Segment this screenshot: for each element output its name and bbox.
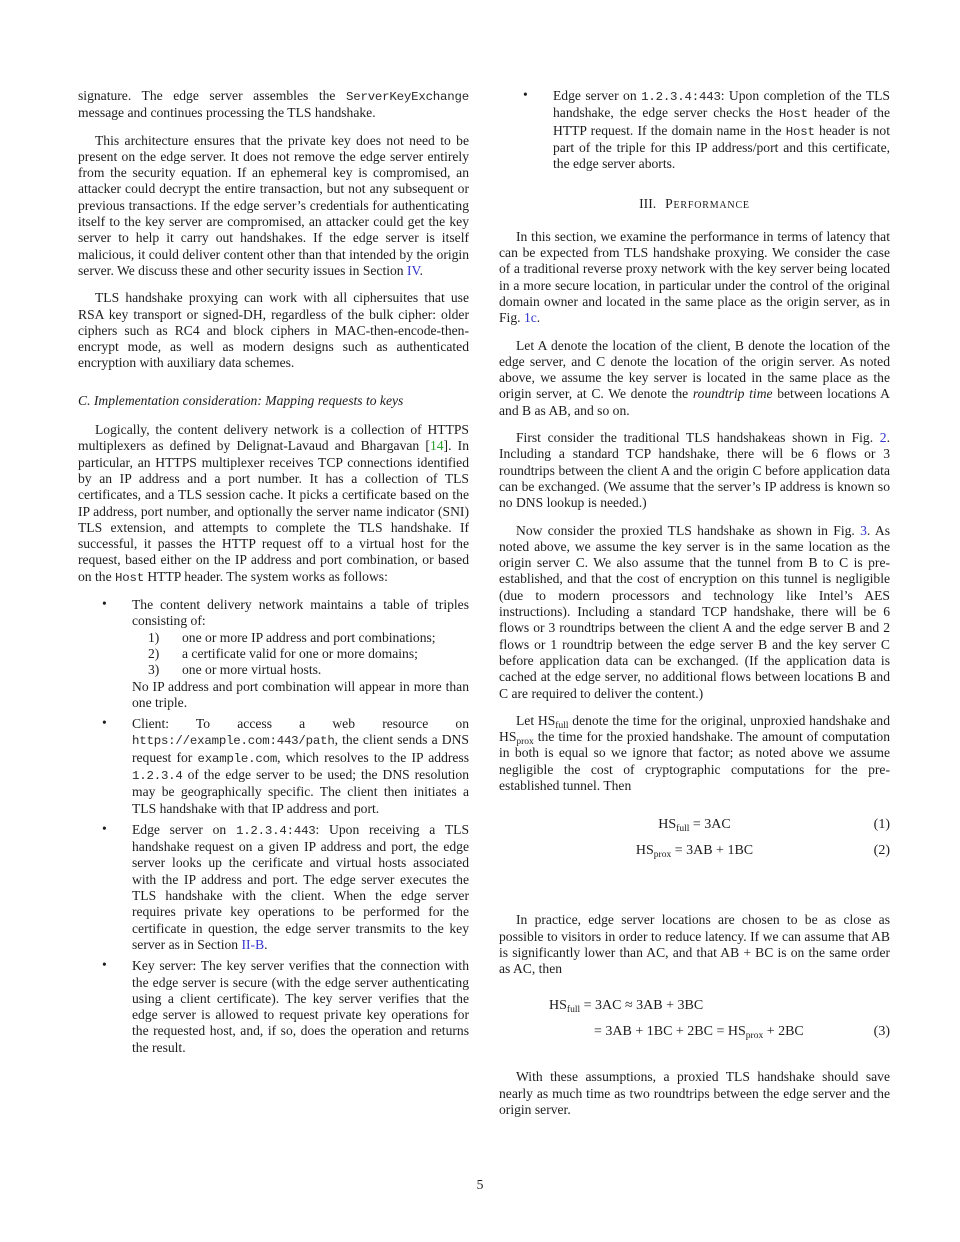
bullet-text	[553, 88, 890, 172]
paragraph	[499, 912, 890, 977]
paragraph	[499, 713, 890, 794]
text-segment: full	[566, 1005, 581, 1016]
text-segment: .	[264, 936, 268, 952]
text-segment: Let A denote the location of the client, B denote the location of the edge server, and C denote the location of the origin server. As noted above, we assume the key server is located in the same place as the origin server, at C. We denote the	[499, 337, 890, 402]
text-segment: = 3AB + 1BC	[671, 843, 754, 859]
bullet-text	[132, 822, 469, 953]
text-segment: The content delivery network maintains a table of triples consisting of:	[132, 597, 469, 629]
text-segment: HS	[658, 817, 677, 833]
equation-block	[499, 993, 890, 1045]
equation-block	[499, 812, 890, 864]
internal-ref-link[interactable]: IV	[407, 262, 420, 278]
text-segment: Client: To access a web resource on	[132, 716, 469, 732]
section-number: III.	[639, 196, 657, 212]
section-title: Performance	[665, 196, 750, 212]
paragraph	[78, 88, 469, 122]
bullet-continuation	[132, 679, 469, 712]
numbered-list-item	[132, 662, 469, 678]
text-segment: roundtrip time	[692, 386, 773, 402]
text-segment: Logically, the content delivery network is a collection of HTTPS multiplexers as defined by Delignat-Lavaud and Bhargavan [	[78, 422, 469, 454]
text-segment: TLS handshake proxying can work with all ciphersuites that use RSA key transport or signed-DH, regardless of the bulk cipher: older ciphers such as RC4 and block ciphers in MAC-then-encode-then-encrypt mode, as well as modern designs such as authenticated encryption with auxiliary data schemes.	[78, 290, 469, 371]
section-heading	[499, 196, 890, 212]
paragraph	[499, 430, 890, 511]
text-segment: With these assumptions, a proxied TLS handshake should save nearly as much time as two roundtrips between the edge server and the origin server.	[499, 1069, 890, 1118]
bullet-icon: •	[102, 820, 107, 836]
text-segment: denote the time for the original, unproxied handshake and HS	[499, 712, 890, 745]
bullet-list-item	[78, 716, 469, 817]
text-segment: prox	[653, 850, 672, 861]
text-segment: a certificate valid for one or more domains;	[182, 645, 418, 661]
text-segment: . Including a standard TCP handshake, there will be 6 flows or 3 roundtrips between the client A and the origin C before application data can be exchanged. (We assume that the server’s IP address is known so no DNS lookup is needed.)	[499, 430, 890, 511]
bullet-text	[132, 716, 469, 817]
text-segment: + 2BC	[763, 1024, 804, 1040]
text-segment: .	[419, 262, 423, 278]
left-column	[78, 88, 469, 1061]
text-segment: prox	[745, 1031, 764, 1042]
text-segment: Host	[785, 124, 815, 139]
text-segment: Edge server on	[553, 88, 642, 103]
text-segment: HS	[549, 998, 567, 1014]
numbered-list-item	[132, 646, 469, 662]
text-segment: First consider the traditional TLS handshakeas shown in Fig.	[516, 430, 880, 446]
text-segment: message and continues processing the TLS handshake.	[78, 105, 376, 121]
numbered-list-item	[132, 630, 469, 646]
paragraph	[499, 1069, 890, 1118]
text-segment: 1.2.3.4	[132, 768, 183, 783]
internal-ref-link[interactable]: II-B	[241, 936, 265, 952]
bullet-icon: •	[102, 596, 107, 612]
text-segment: , which resolves to the IP address	[277, 749, 470, 765]
numbered-list-label: 3)	[148, 662, 160, 678]
numbered-list-label: 1)	[148, 629, 160, 645]
bullet-list-item	[499, 88, 890, 172]
bullet-icon: •	[523, 87, 528, 102]
text-segment: HTTP header. The system works as follows:	[143, 568, 388, 584]
text-segment: one or more virtual hosts.	[182, 662, 322, 678]
text-segment: example.com	[197, 751, 278, 766]
internal-ref-link[interactable]: 3	[860, 522, 867, 538]
text-segment: = 3AC ≈ 3AB + 3BC	[580, 998, 704, 1014]
text-segment: Now consider the proxied TLS handshake as shown in Fig.	[516, 522, 861, 538]
text-segment: full	[676, 824, 690, 835]
bullet-list-item	[78, 822, 469, 953]
page-number: 5	[476, 1177, 484, 1192]
paragraph	[499, 338, 890, 419]
bullet-list-item	[78, 958, 469, 1056]
text-segment: = 3AB + 1BC + 2BC = HS	[594, 1024, 746, 1040]
right-column	[499, 88, 890, 1129]
text-segment: HS	[635, 843, 654, 859]
text-segment: . As noted above, we assume the key server is in the same location as the origin server C. We also assume that the tunnel from B to C is pre-established, and that the cost of encryption on this tunnel is negligible (due to modern processors and technology like Intel’s AES instructions). Including a standard TCP handshake, there will be 6 flows or 3 roundtrips between the client A and the edge server B and 2 flows or 1 roundtrip between the edge server B and the key server C before application data can be exchanged. (If the application data is cached at the edge server, no additional flows between locations B and C are required to deliver the content.)	[499, 522, 891, 701]
equation-row	[499, 993, 890, 1019]
equation-tag: (1)	[873, 817, 890, 833]
text-segment: prox	[516, 737, 534, 748]
equation-row	[499, 812, 890, 838]
text-segment: ServerKeyExchange	[345, 90, 469, 104]
text-segment: : Upon completion of the TLS handshake, the edge server checks the	[553, 88, 890, 121]
bullet-text	[132, 958, 469, 1056]
text-segment: , the client sends a DNS request for	[132, 732, 469, 765]
internal-ref-link[interactable]: 2	[879, 430, 887, 446]
text-segment: In this section, we examine the performance in terms of latency that can be expected from TLS handshake proxying. We consider the case of a traditional reverse proxy network with the key server being located in a more secure location, in particular under the control of the original domain owner and located in the same place as the origin server, as in Fig.	[499, 228, 890, 326]
text-segment: This architecture ensures that the private key does not need to be present on the edge server. It does not remove the edge server entirely from the security equation. If an ephemeral key is compromised, an attacker could decrypt the entire transaction, but not any subsequent or previous transactions. If the edge server’s credentials for authenticating itself to the key server are compromised, an attacker could get the key server to help it carry out handshakes. If the edge server is itself malicious, it could deliver content other than that intended by the origin server. We discuss these and other security issues in Section	[78, 132, 469, 278]
equation-row	[499, 1019, 890, 1045]
text-segment: of the edge server to be used; the DNS resolution may be geographically specific. The client then initiates a TLS handshake with that IP address and port.	[132, 766, 469, 816]
text-segment: 1.2.3.4:443	[235, 823, 316, 838]
text-segment: Edge server on	[132, 821, 236, 837]
text-segment: In practice, edge server locations are chosen to be as close as possible to visitors in order to reduce latency. If we can assume that AB is significantly lower than AC, and that AB + BC is on the same order as AC, then	[499, 912, 890, 977]
text-segment: one or more IP address and port combinations;	[182, 629, 436, 645]
text-segment: full	[555, 720, 569, 731]
text-segment: Key server: The key server verifies that the connection with the edge server is secure (with the edge server authenticating using a client certificate). The key server verifies that the edge server is allowed to request private key operations for the requested host, and, if so, does the operation and returns the result.	[132, 958, 469, 1055]
equation-tag: (2)	[873, 843, 890, 859]
equation-row	[499, 838, 890, 864]
text-segment: = 3AC	[689, 817, 731, 833]
numbered-list-label: 2)	[148, 645, 160, 661]
paragraph	[78, 133, 469, 280]
bullet-icon: •	[102, 957, 107, 973]
text-segment: https://example.com:443/path	[132, 734, 335, 749]
paragraph	[78, 290, 469, 371]
text-segment: between locations A and B as AB, and so on.	[499, 386, 890, 418]
text-segment: Host	[115, 570, 144, 585]
text-segment: C. Implementation consideration: Mapping requests to keys	[78, 392, 404, 408]
bullet-text	[132, 597, 469, 630]
text-segment: .	[536, 310, 541, 326]
text-segment: No IP address and port combination will appear in more than one triple.	[132, 678, 469, 710]
internal-ref-link[interactable]: 1c	[523, 310, 537, 326]
bullet-icon: •	[102, 715, 107, 731]
citation-link[interactable]: 14	[429, 438, 444, 454]
subsection-heading	[78, 393, 469, 409]
text-segment: signature. The edge server assembles the	[78, 88, 346, 103]
text-segment: the time for the proxied handshake. The amount of computation in both is equal so we ignore that factor; as noted above we assume negligible the cost of cryptographic computations for the pre-established tunnel. Then	[499, 729, 890, 793]
text-segment: Host	[778, 107, 808, 122]
text-segment: ]. In particular, an HTTPS multiplexer receives TCP connections identified by an IP address and a port number. It has a collection of TLS certificates, and a TLS session cache. It picks a certificate based on the IP address, port number, and optionally the server name indicator (SNI) TLS extension, and attempts to complete the TLS handshake. If successful, it passes the HTTP request off to a virtual host for the request, based either on the IP address and port combination, or based on the	[78, 438, 469, 584]
paragraph	[78, 422, 469, 586]
text-segment: Let HS	[516, 712, 556, 728]
text-segment: : Upon receiving a TLS handshake request on a given IP address and port, the edge server looks up the cerificate and virtual hosts associated with the IP address and port. The edge server executes the TLS handshake with the client. When the edge server requires private key operations to be performed for the certificate in question, the edge server transmits to the key server as in Section	[132, 821, 470, 952]
equation-tag: (3)	[873, 1024, 890, 1040]
text-segment: header is not part of the triple for this IP address/port and this certificate, the edge server aborts.	[553, 122, 891, 172]
text-segment: header of the HTTP request. If the domain name in the	[553, 105, 890, 138]
text-segment: 1.2.3.4:443	[641, 90, 721, 104]
paragraph	[499, 229, 890, 327]
paragraph	[499, 523, 890, 702]
bullet-list-item	[78, 597, 469, 711]
